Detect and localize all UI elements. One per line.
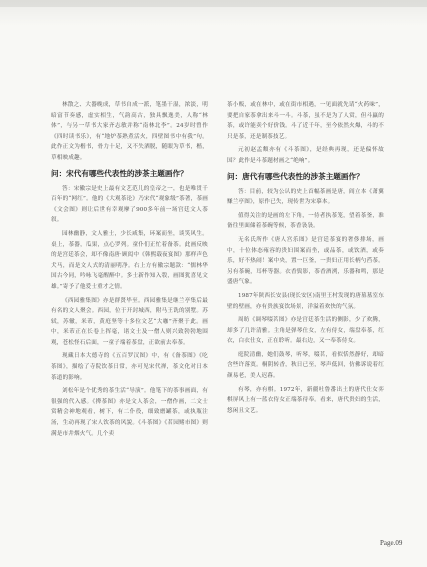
right-paragraph-3: 答：目前，较为公认的史上首幅茶画是唐，阎立本《萧翼赚兰亭图》，原作已失，现传世为宋摹本。 (227, 188, 384, 206)
right-paragraph-6: 1987年陕西长安县(现长安区)南里王村发现的唐墓墓室东壁的壁画，亦有贵族宴饮场景，洋溢着欢快的气氛。 (227, 292, 384, 310)
song-dynasty-heading: 问：宋代有哪些代表性的涉茶主题画作？ (51, 168, 188, 178)
left-paragraph-3: 园林幽静，文人雅士，少长咸集，环案而坐，谈笑风生。桌上，茶器，瓜果，点心罗列。童仆们正忙着备茶。此画反映的是宫廷茶会，却不像南唐·顾闳中《韩熙载夜宴图》那样声色犬马，而是文人式的清丽明净。右上方有徽宗题款：“儒林华国古今同，吟咏飞毫醒醉中。多士新作知入彀，画图犹喜见文雄。”寄予了他爱士重才之情。 (51, 230, 209, 290)
left-paragraph-2: 答：宋徽宗是史上最有文艺范儿的皇帝之一，也是唯贯千百年的“网红”。他的《大观茶论》乃宋代“观象级”茶著，茶画《文会图》则让后世有幸观摩了900多年前一场宫廷文人茶叙。 (51, 185, 208, 224)
right-paragraph-1: 茶小贩，或在林中，或在街市相遇，一见面就先请“火药味”，要把自家茶拿出来斗一斗。斗茶，虽不是为了人赏，但斗赢的茶，或许能卖个好价钱。斗了近千年，至今依然火爆，斗的不只是茶，还是制茶技艺。 (227, 102, 384, 140)
right-paragraph-5: 无名氏所作《唐人宫乐图》是宫廷茶宴的奢侈排场，画中，十位体态雍容的贵妇围案而坐，或品茶，或饮酒，或奏乐，好不热闹！案中央，置一巨釜，一贵妇正用长柄勺舀茶。另有茶碗，耳杯等器。衣香鬓影，茶香酒洌，乐器和鸣，那是盛唐气象。 (227, 236, 384, 286)
right-paragraph-7: 周昉《调琴啜茗图》亦是宫廷茶生活的侧影，少了欢腾，却多了几许清雅。主角是弹琴仕女，左有侍女，端盘奉茶，红衣，白衣仕女，正在聆听。最右边，又一奉茶侍女。 (227, 317, 384, 345)
left-paragraph-5: 现藏日本大德寺的《五百罗汉图》中，有《备茶图》《吃茶图》，描绘了寺院饮茶日常，亦可见宋代禅，茶文化对日本茶道的影响。 (51, 353, 208, 381)
right-paragraph-2: 元初赵孟頫亦有《斗茶图》，是经典再现，还是偏怀故国？此作是斗茶题材画之“绝响”。 (227, 147, 384, 164)
right-paragraph-4: 值得关注的是画的左下角，一侍者执茶笼，望着茶釜，准备往里面储着茶碗等候，茶香袅袅。 (227, 212, 384, 230)
left-paragraph-1: 林散之、大器晚成，草书自成一派，笔墨干湿，浓淡，明暗富节奏感，虚实相生，气韵高古，独具飘逸美，人称“林体”，与另一草书大家齐志敏并称“南林北李”。24岁时曾作《四时读书乐》，有“地炉茶熟煮活火，四壁图书中有我”句。此作正文为楷书，骨力十足，又不失洒脱，随眼为草书，楷，草相映成趣。 (51, 102, 208, 161)
page-number: Page.09 (380, 539, 403, 547)
left-column (51, 100, 208, 442)
page-fold-shadow (0, 0, 427, 26)
tang-dynasty-heading: 问：唐代有哪些代表性的涉茶主题画作？ (227, 171, 364, 181)
left-paragraph-6: 刘松年是个优秀的茶生活“导演”。他笔下的茶事画面，有很强的代入感。《撵茶图》亦是文人茶会，一僧作画，二文士赏精会神地观看，树下，有二仆役，细致磨罐茶，或执瓶注汤，生动再现了宋人饮茶的风貌。《斗茶图》《茗园赌市图》则满是市井烟火气。几个卖 (51, 388, 208, 437)
right-paragraph-9: 有琴，亦有棋。1972年，新疆吐鲁番出土的唐代仕女弈棋屏风上有一蓝衣侍女正端茶待奉。看来，唐代贵妇的生活，悠闲且文艺。 (227, 386, 384, 414)
right-paragraph-8: 庭院清幽，她们鼓琴，听琴，啜茗，看似恬然静好，却暗含些许落寞。桐阴转香，秋日已至，琴声低回，仿佛诉说着红颜易老，美人迟暮。 (227, 351, 384, 380)
left-paragraph-4: 《西园雅集图》亦是群贤毕至。西园雅集是继兰亭集后最有名的文人聚会。西园，位于开封城西，附马王诜的别墅。苏轼，苏辙，米芾，黄庭坚等十多位文艺“大咖”齐聚于此。画中，米芾正在长卷上挥毫，诸文士及一僧人则兴致勃勃地围观，苍松怪石后面，一童子端着茶盘，正欲前去奉茶。 (51, 297, 208, 346)
right-column (227, 100, 384, 419)
